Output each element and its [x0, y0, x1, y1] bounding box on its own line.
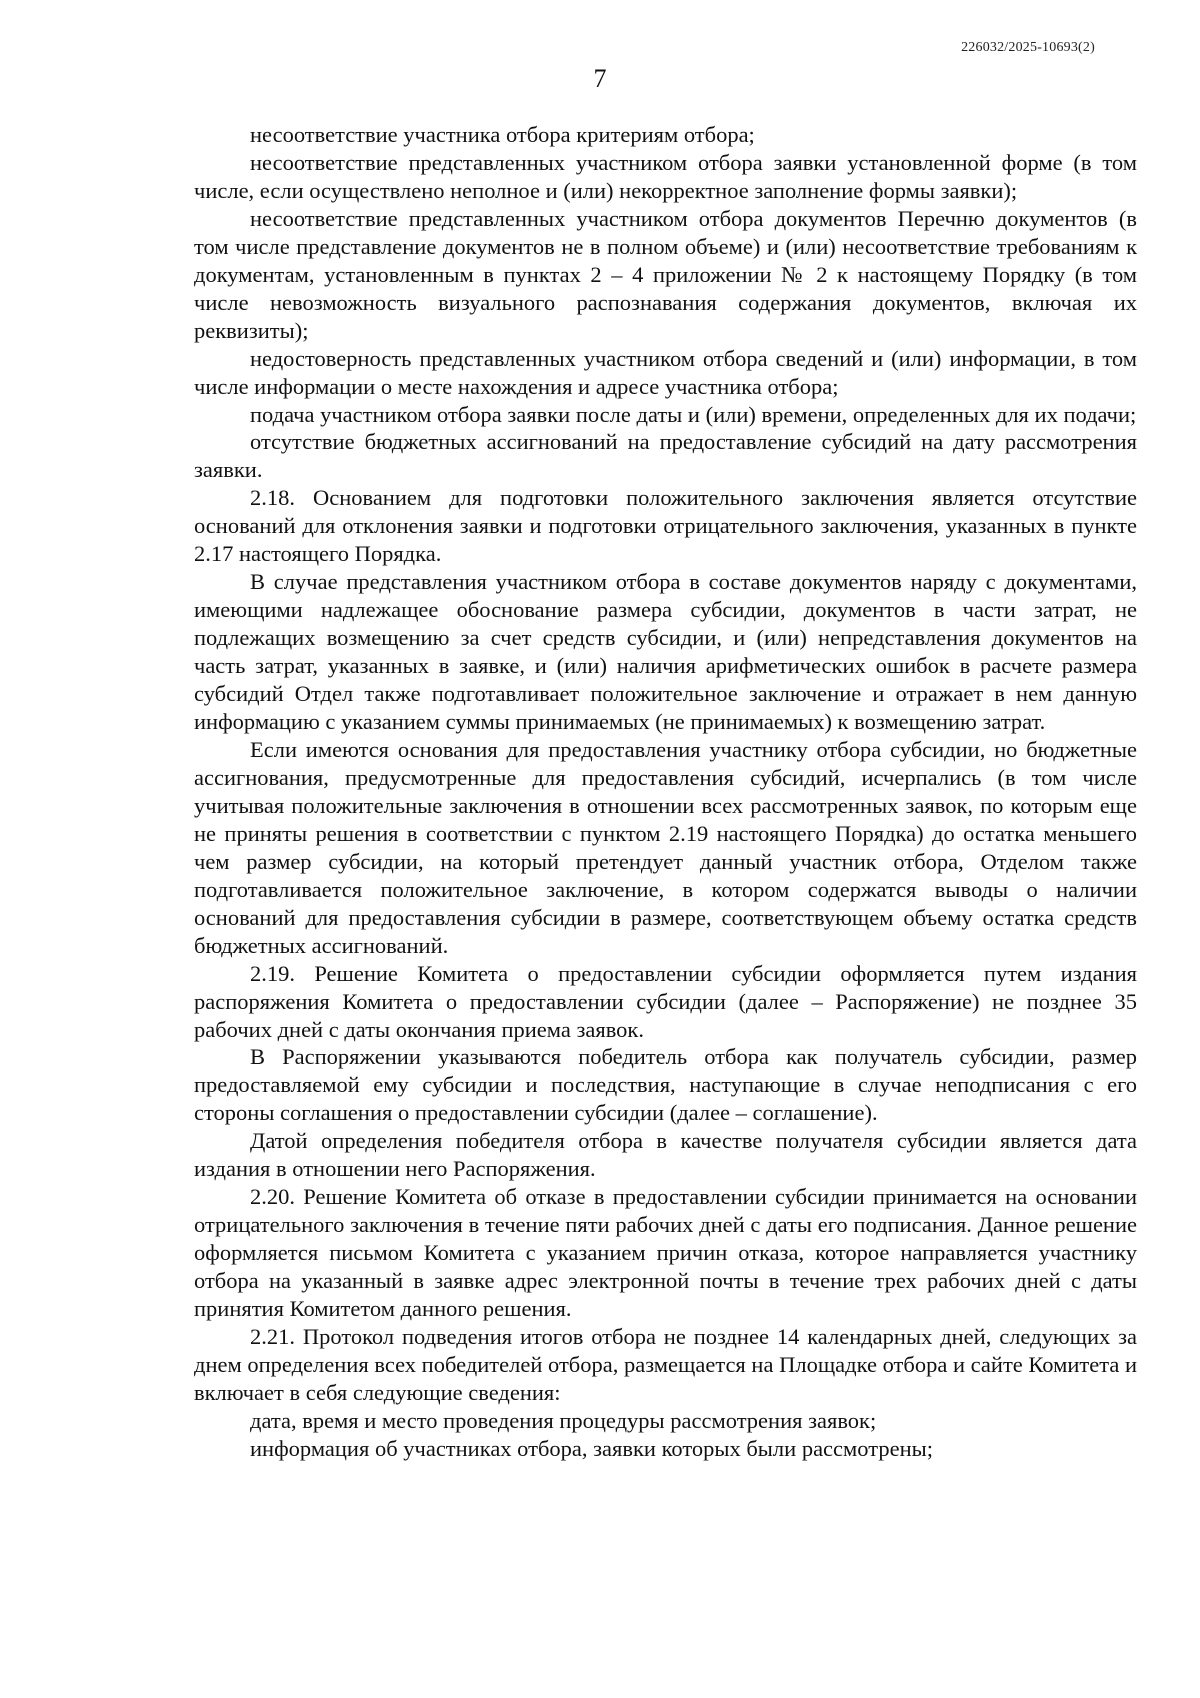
- paragraph: Если имеются основания для предоставления участнику отбора субсидии, но бюджетные ассигнования, предусмотренные для предоставления субсидий, исчерпались (в том числе учитывая положительные заключения в отношении всех рассмотренных заявок, по которым еще не приняты решения в соответствии с пунктом 2.19 настоящего Порядка) до остатка меньшего чем размер субсидии, на который претендует данный участник отбора, Отделом также подготавливается положительное заключение, в котором содержатся выводы о наличии оснований для предоставления субсидии в размере, соответствующем объему остатка средств бюджетных ассигнований.: [194, 736, 1137, 958]
- paragraph-section-2-18: 2.18. Основанием для подготовки положительного заключения является отсутствие оснований для отклонения заявки и подготовки отрицательного заключения, указанных в пункте 2.17 настоящего Порядка.: [194, 485, 1137, 567]
- paragraph: В случае представления участником отбора в составе документов наряду с документами, имеющими надлежащее обоснование размера субсидии, документов в части затрат, не подлежащих возмещению за счет средств субсидии, и (или) непредставления документов на часть затрат, указанных в заявке, и (или) наличия арифметических ошибок в расчете размера субсидий Отдел также подготавливает положительное заключение и отражает в нем данную информацию с указанием суммы принимаемых (не принимаемых) к возмещению затрат.: [194, 569, 1137, 735]
- document-body: [194, 121, 1137, 1463]
- paragraph-section-2-20: 2.20. Решение Комитета об отказе в предоставлении субсидии принимается на основании отрицательного заключения в течение пяти рабочих дней с даты его подписания. Данное решение оформляется письмом Комитета с указанием причин отказа, которое направляется участнику отбора на указанный в заявке адрес электронной почты в течение трех рабочих дней с даты принятия Комитетом данного решения.: [194, 1184, 1137, 1322]
- paragraph: В Распоряжении указываются победитель отбора как получатель субсидии, размер предоставляемой ему субсидии и последствия, наступающие в случае неподписания с его стороны соглашения о предоставлении субсидии (далее – соглашение).: [194, 1044, 1137, 1126]
- paragraph: недостоверность представленных участником отбора сведений и (или) информации, в том числе информации о месте нахождения и адресе участника отбора;: [194, 345, 1137, 399]
- paragraph: Датой определения победителя отбора в качестве получателя субсидии является дата издания в отношении него Распоряжения.: [194, 1128, 1137, 1182]
- paragraph: подача участником отбора заявки после даты и (или) времени, определенных для их подачи;: [250, 401, 1137, 427]
- paragraph: информация об участниках отбора, заявки которых были рассмотрены;: [250, 1435, 933, 1461]
- page-number: 7: [593, 64, 607, 93]
- paragraph: несоответствие представленных участником отбора документов Перечню документов (в том числе представление документов не в полном объеме) и (или) несоответствие требованиям к документам, установленным в пунктах 2 – 4 приложении № 2 к настоящему Порядку (в том числе невозможность визуального распознавания содержания документов, включая их реквизиты);: [194, 205, 1137, 343]
- paragraph-section-2-19: 2.19. Решение Комитета о предоставлении субсидии оформляется путем издания распоряжения Комитета о предоставлении субсидии (далее – Распоряжение) не позднее 35 рабочих дней с даты окончания приема заявок.: [194, 960, 1137, 1042]
- paragraph: несоответствие участника отбора критериям отбора;: [250, 122, 755, 147]
- paragraph-section-2-21: 2.21. Протокол подведения итогов отбора не позднее 14 календарных дней, следующих за днем определения всех победителей отбора, размещается на Площадке отбора и сайте Комитета и включает в себя следующие сведения:: [194, 1323, 1137, 1405]
- paragraph: дата, время и место проведения процедуры рассмотрения заявок;: [250, 1407, 877, 1433]
- document-id: 226032/2025-10693(2): [961, 40, 1095, 55]
- paragraph: несоответствие представленных участником отбора заявки установленной форме (в том числе, если осуществлено неполное и (или) некорректное заполнение формы заявки);: [194, 149, 1137, 203]
- paragraph: отсутствие бюджетных ассигнований на предоставление субсидий на дату рассмотрения заявки.: [194, 429, 1137, 483]
